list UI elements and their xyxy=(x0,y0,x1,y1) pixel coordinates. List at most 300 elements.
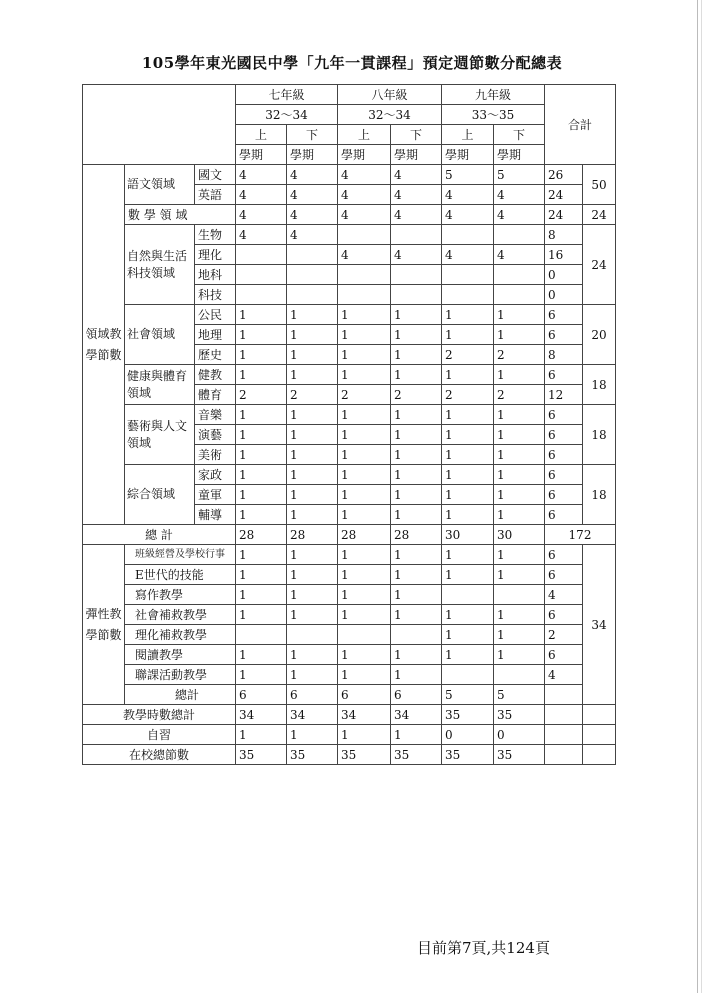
period-value: 6 xyxy=(236,685,287,705)
period-value: 35 xyxy=(494,745,545,765)
table-row xyxy=(83,665,616,685)
flex-item-total: 4 xyxy=(545,585,583,605)
subject-name: 理化 xyxy=(195,245,236,265)
period-value: 0 xyxy=(494,725,545,745)
period-value: 1 xyxy=(338,365,391,385)
subject-name: 英語 xyxy=(195,185,236,205)
period-value: 1 xyxy=(287,365,338,385)
period-value xyxy=(236,625,287,645)
period-value: 1 xyxy=(236,465,287,485)
period-value: 1 xyxy=(287,645,338,665)
period-value: 1 xyxy=(442,605,494,625)
period-value: 35 xyxy=(442,705,494,725)
subject-total: 16 xyxy=(545,245,583,265)
period-value: 2 xyxy=(287,385,338,405)
empty-cell xyxy=(583,745,616,765)
period-value: 1 xyxy=(287,505,338,525)
subject-name: 童軍 xyxy=(195,485,236,505)
period-value: 1 xyxy=(287,325,338,345)
period-value: 1 xyxy=(236,445,287,465)
domain-total: 24 xyxy=(583,225,616,305)
grade-range: 32～34 xyxy=(236,105,338,125)
flex-item-name: 理化補救教學 xyxy=(125,625,236,645)
period-value: 4 xyxy=(338,165,391,185)
period-value xyxy=(287,625,338,645)
total-header: 合計 xyxy=(545,85,616,165)
semester-upper: 上 xyxy=(442,125,494,145)
period-value: 1 xyxy=(391,425,442,445)
empty-cell xyxy=(545,705,583,725)
subject-total: 6 xyxy=(545,405,583,425)
semester-lower: 下 xyxy=(391,125,442,145)
period-value xyxy=(236,245,287,265)
period-value: 1 xyxy=(442,445,494,465)
period-value: 1 xyxy=(494,325,545,345)
period-value xyxy=(338,225,391,245)
table-row xyxy=(83,465,616,485)
header-corner xyxy=(83,85,236,165)
period-value: 1 xyxy=(236,565,287,585)
period-value: 2 xyxy=(236,385,287,405)
period-value: 6 xyxy=(391,685,442,705)
subject-total: 6 xyxy=(545,465,583,485)
subject-total: 12 xyxy=(545,385,583,405)
period-value: 1 xyxy=(338,565,391,585)
period-value: 1 xyxy=(236,545,287,565)
period-value xyxy=(287,285,338,305)
period-value: 1 xyxy=(287,545,338,565)
subject-total: 0 xyxy=(545,265,583,285)
period-value: 1 xyxy=(236,325,287,345)
schedule-table xyxy=(82,84,616,765)
period-value: 1 xyxy=(236,405,287,425)
semester-lower: 下 xyxy=(494,125,545,145)
table-row xyxy=(83,225,616,245)
flex-item-total: 6 xyxy=(545,605,583,625)
period-value: 1 xyxy=(287,465,338,485)
period-value: 1 xyxy=(338,485,391,505)
period-value xyxy=(494,665,545,685)
subject-total: 0 xyxy=(545,285,583,305)
subject-total: 26 xyxy=(545,165,583,185)
period-value xyxy=(442,265,494,285)
period-value: 1 xyxy=(338,585,391,605)
period-value: 35 xyxy=(494,705,545,725)
table-row xyxy=(83,305,616,325)
subject-name: 健教 xyxy=(195,365,236,385)
domain-name: 藝術與人文領域 xyxy=(125,405,195,465)
period-value xyxy=(391,625,442,645)
period-value: 1 xyxy=(287,665,338,685)
domain-name: 語文領域 xyxy=(125,165,195,205)
subject-name: 國文 xyxy=(195,165,236,185)
period-value xyxy=(391,265,442,285)
period-value: 28 xyxy=(338,525,391,545)
table-row xyxy=(83,405,616,425)
period-value: 1 xyxy=(494,305,545,325)
period-value: 1 xyxy=(338,305,391,325)
period-value: 1 xyxy=(338,605,391,625)
period-value: 1 xyxy=(287,585,338,605)
period-value: 1 xyxy=(442,465,494,485)
period-value: 4 xyxy=(236,225,287,245)
period-value: 1 xyxy=(287,445,338,465)
period-value: 1 xyxy=(391,585,442,605)
period-value: 1 xyxy=(287,425,338,445)
semester-unit: 學期 xyxy=(494,145,545,165)
semester-unit: 學期 xyxy=(442,145,494,165)
subject-name: 地科 xyxy=(195,265,236,285)
period-value xyxy=(442,225,494,245)
period-value: 1 xyxy=(494,645,545,665)
period-value: 1 xyxy=(494,485,545,505)
period-value: 5 xyxy=(494,685,545,705)
domain-name: 自然與生活科技領域 xyxy=(125,225,195,305)
period-value xyxy=(494,265,545,285)
period-value: 1 xyxy=(391,725,442,745)
period-value: 1 xyxy=(494,505,545,525)
flex-item-name: 寫作教學 xyxy=(125,585,236,605)
period-value: 2 xyxy=(391,385,442,405)
table-row xyxy=(83,525,616,545)
table-row xyxy=(83,625,616,645)
period-value: 28 xyxy=(391,525,442,545)
domain-section-label: 領域教學節數 xyxy=(83,165,125,525)
period-value: 1 xyxy=(494,405,545,425)
period-value: 1 xyxy=(338,665,391,685)
summary-label: 自習 xyxy=(83,725,236,745)
period-value: 4 xyxy=(287,225,338,245)
period-value: 0 xyxy=(442,725,494,745)
table-row xyxy=(83,745,616,765)
period-value: 1 xyxy=(494,565,545,585)
period-value: 1 xyxy=(236,665,287,685)
table-row xyxy=(83,565,616,585)
period-value: 1 xyxy=(287,305,338,325)
subject-total: 24 xyxy=(545,185,583,205)
subject-name: 歷史 xyxy=(195,345,236,365)
table-row xyxy=(83,85,616,105)
subject-name: 輔導 xyxy=(195,505,236,525)
period-value: 1 xyxy=(391,505,442,525)
period-value: 4 xyxy=(494,205,545,225)
table-row xyxy=(83,205,616,225)
period-value: 1 xyxy=(236,725,287,745)
subject-total: 6 xyxy=(545,365,583,385)
period-value: 34 xyxy=(391,705,442,725)
period-value: 1 xyxy=(287,405,338,425)
period-value: 1 xyxy=(236,585,287,605)
grade-header: 九年級 xyxy=(442,85,545,105)
period-value: 1 xyxy=(442,405,494,425)
period-value: 35 xyxy=(338,745,391,765)
period-value xyxy=(494,225,545,245)
domain-total: 50 xyxy=(583,165,616,205)
domain-name: 綜合領域 xyxy=(125,465,195,525)
period-value: 4 xyxy=(391,245,442,265)
table-row xyxy=(83,365,616,385)
subject-total: 24 xyxy=(545,205,583,225)
period-value xyxy=(338,625,391,645)
period-value xyxy=(287,265,338,285)
summary-label: 在校總節數 xyxy=(83,745,236,765)
period-value: 1 xyxy=(287,725,338,745)
period-value xyxy=(442,665,494,685)
period-value: 1 xyxy=(338,545,391,565)
table-row xyxy=(83,645,616,665)
period-value: 4 xyxy=(494,245,545,265)
period-value xyxy=(442,585,494,605)
period-value: 35 xyxy=(236,745,287,765)
period-value xyxy=(236,265,287,285)
empty-cell xyxy=(545,745,583,765)
flex-item-total: 6 xyxy=(545,565,583,585)
period-value: 1 xyxy=(391,365,442,385)
period-value: 35 xyxy=(442,745,494,765)
period-value: 1 xyxy=(391,305,442,325)
flex-item-total: 6 xyxy=(545,645,583,665)
flex-item-name: 總計 xyxy=(125,685,236,705)
period-value: 35 xyxy=(391,745,442,765)
period-value: 1 xyxy=(442,625,494,645)
period-value: 2 xyxy=(442,385,494,405)
subject-name: 美術 xyxy=(195,445,236,465)
subject-total: 6 xyxy=(545,325,583,345)
subject-total: 6 xyxy=(545,505,583,525)
semester-unit: 學期 xyxy=(287,145,338,165)
period-value: 34 xyxy=(287,705,338,725)
period-value: 4 xyxy=(391,165,442,185)
period-value: 1 xyxy=(236,425,287,445)
domain-total: 18 xyxy=(583,465,616,525)
period-value: 4 xyxy=(442,205,494,225)
period-value: 4 xyxy=(338,205,391,225)
subject-total: 8 xyxy=(545,225,583,245)
subject-name: 體育 xyxy=(195,385,236,405)
table-row xyxy=(83,685,616,705)
period-value: 4 xyxy=(391,185,442,205)
period-value: 1 xyxy=(391,405,442,425)
period-value: 1 xyxy=(442,505,494,525)
flex-item-total: 4 xyxy=(545,665,583,685)
grade-header: 七年級 xyxy=(236,85,338,105)
domain-name: 數 學 領 域 xyxy=(125,205,236,225)
period-value: 1 xyxy=(236,605,287,625)
empty-cell xyxy=(583,705,616,725)
period-value: 1 xyxy=(494,445,545,465)
flex-item-name: 班級經營及學校行事 xyxy=(125,545,236,565)
period-value: 1 xyxy=(391,465,442,485)
period-value: 4 xyxy=(236,205,287,225)
period-value: 1 xyxy=(236,365,287,385)
period-value xyxy=(236,285,287,305)
period-value: 28 xyxy=(287,525,338,545)
table-row xyxy=(83,545,616,565)
period-value: 4 xyxy=(494,185,545,205)
period-value xyxy=(287,245,338,265)
subject-name: 地理 xyxy=(195,325,236,345)
semester-unit: 學期 xyxy=(391,145,442,165)
period-value: 1 xyxy=(287,485,338,505)
flex-item-name: 社會補救教學 xyxy=(125,605,236,625)
subject-name: 生物 xyxy=(195,225,236,245)
period-value: 28 xyxy=(236,525,287,545)
flex-item-total: 2 xyxy=(545,625,583,645)
period-value: 34 xyxy=(338,705,391,725)
period-value: 1 xyxy=(338,405,391,425)
period-value: 34 xyxy=(236,705,287,725)
period-value: 4 xyxy=(338,185,391,205)
page-edge xyxy=(697,0,698,993)
period-value: 4 xyxy=(236,185,287,205)
period-value: 1 xyxy=(391,645,442,665)
period-value: 30 xyxy=(442,525,494,545)
period-value: 2 xyxy=(338,385,391,405)
subject-total: 6 xyxy=(545,445,583,465)
period-value: 1 xyxy=(338,645,391,665)
subject-name: 科技 xyxy=(195,285,236,305)
period-value: 1 xyxy=(391,325,442,345)
flex-total: 34 xyxy=(583,545,616,705)
period-value: 2 xyxy=(494,345,545,365)
period-value: 1 xyxy=(391,545,442,565)
domain-name: 健康與體育領域 xyxy=(125,365,195,405)
period-value: 1 xyxy=(442,645,494,665)
period-value: 1 xyxy=(442,305,494,325)
subject-name: 演藝 xyxy=(195,425,236,445)
flex-item-total xyxy=(545,685,583,705)
flex-section-label: 彈性教學節數 xyxy=(83,545,125,705)
grade-header: 八年級 xyxy=(338,85,442,105)
period-value: 6 xyxy=(287,685,338,705)
period-value: 4 xyxy=(287,165,338,185)
period-value: 1 xyxy=(287,565,338,585)
period-value: 1 xyxy=(391,445,442,465)
period-value: 1 xyxy=(287,345,338,365)
period-value xyxy=(494,585,545,605)
semester-unit: 學期 xyxy=(236,145,287,165)
period-value: 4 xyxy=(236,165,287,185)
period-value: 1 xyxy=(494,625,545,645)
domain-grand-total: 172 xyxy=(545,525,616,545)
subject-total: 6 xyxy=(545,485,583,505)
semester-upper: 上 xyxy=(338,125,391,145)
period-value: 1 xyxy=(442,485,494,505)
domain-total: 20 xyxy=(583,305,616,365)
period-value: 1 xyxy=(494,365,545,385)
period-value: 1 xyxy=(391,665,442,685)
period-value: 1 xyxy=(287,605,338,625)
period-value: 1 xyxy=(442,565,494,585)
summary-label: 教學時數總計 xyxy=(83,705,236,725)
domain-grand-total-label: 總 計 xyxy=(83,525,236,545)
semester-unit: 學期 xyxy=(338,145,391,165)
semester-upper: 上 xyxy=(236,125,287,145)
period-value xyxy=(442,285,494,305)
period-value: 35 xyxy=(287,745,338,765)
flex-item-total: 6 xyxy=(545,545,583,565)
grade-range: 33～35 xyxy=(442,105,545,125)
period-value: 4 xyxy=(287,205,338,225)
period-value: 5 xyxy=(442,685,494,705)
period-value xyxy=(391,285,442,305)
period-value: 4 xyxy=(442,185,494,205)
period-value: 30 xyxy=(494,525,545,545)
flex-item-name: 閱讀教學 xyxy=(125,645,236,665)
period-value: 1 xyxy=(236,345,287,365)
period-value: 1 xyxy=(494,465,545,485)
period-value: 1 xyxy=(442,425,494,445)
subject-name: 家政 xyxy=(195,465,236,485)
period-value: 5 xyxy=(494,165,545,185)
period-value xyxy=(338,285,391,305)
period-value: 1 xyxy=(442,545,494,565)
period-value: 1 xyxy=(391,485,442,505)
domain-total: 18 xyxy=(583,405,616,465)
period-value: 4 xyxy=(338,245,391,265)
table-row xyxy=(83,585,616,605)
empty-cell xyxy=(583,725,616,745)
period-value: 1 xyxy=(442,325,494,345)
domain-total: 24 xyxy=(583,205,616,225)
period-value: 1 xyxy=(338,345,391,365)
domain-name: 社會領域 xyxy=(125,305,195,365)
period-value: 2 xyxy=(442,345,494,365)
page-edge-shadow xyxy=(701,0,702,993)
semester-lower: 下 xyxy=(287,125,338,145)
period-value: 1 xyxy=(236,305,287,325)
page-footer: 目前第7頁,共124頁 xyxy=(417,939,550,957)
table-row xyxy=(83,725,616,745)
schedule-table-body xyxy=(83,85,616,765)
period-value: 4 xyxy=(287,185,338,205)
flex-item-name: 聯課活動教學 xyxy=(125,665,236,685)
period-value: 1 xyxy=(236,645,287,665)
period-value: 2 xyxy=(494,385,545,405)
period-value: 1 xyxy=(494,425,545,445)
period-value: 1 xyxy=(236,505,287,525)
period-value: 1 xyxy=(494,605,545,625)
period-value: 4 xyxy=(442,245,494,265)
domain-total: 18 xyxy=(583,365,616,405)
empty-cell xyxy=(545,725,583,745)
period-value: 1 xyxy=(338,445,391,465)
table-row xyxy=(83,605,616,625)
table-row xyxy=(83,705,616,725)
subject-total: 6 xyxy=(545,305,583,325)
subject-name: 公民 xyxy=(195,305,236,325)
subject-total: 6 xyxy=(545,425,583,445)
subject-total: 8 xyxy=(545,345,583,365)
subject-name: 音樂 xyxy=(195,405,236,425)
period-value: 1 xyxy=(338,425,391,445)
grade-range: 32～34 xyxy=(338,105,442,125)
period-value: 1 xyxy=(338,465,391,485)
period-value: 6 xyxy=(338,685,391,705)
period-value: 1 xyxy=(236,485,287,505)
period-value: 1 xyxy=(338,725,391,745)
period-value xyxy=(494,285,545,305)
document-title: 105學年東光國民中學「九年一貫課程」預定週節數分配總表 xyxy=(141,54,563,72)
period-value: 1 xyxy=(391,565,442,585)
period-value: 1 xyxy=(442,365,494,385)
period-value: 1 xyxy=(338,505,391,525)
flex-item-name: E世代的技能 xyxy=(125,565,236,585)
period-value: 4 xyxy=(391,205,442,225)
period-value: 1 xyxy=(391,605,442,625)
table-row xyxy=(83,165,616,185)
period-value xyxy=(391,225,442,245)
